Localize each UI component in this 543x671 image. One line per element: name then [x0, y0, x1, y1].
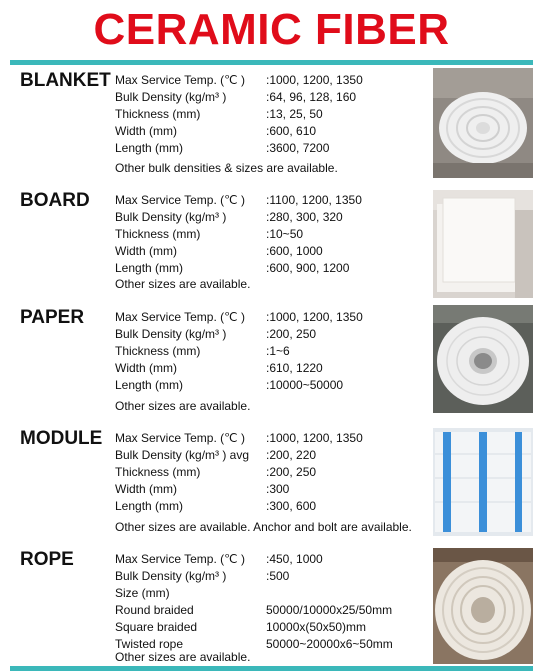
spec-label: Bulk Density (kg/m³ ) — [115, 569, 227, 583]
section-blanket — [0, 66, 543, 186]
spec-value: 50000~20000x6~50mm — [266, 637, 393, 651]
spec-row — [115, 430, 435, 447]
spec-label: Bulk Density (kg/m³ ) — [115, 90, 227, 104]
spec-row — [115, 106, 435, 123]
top-divider — [10, 60, 533, 65]
spec-row — [115, 140, 435, 157]
section-name: BOARD — [20, 190, 90, 211]
spec-row — [115, 619, 435, 636]
spec-list — [115, 430, 435, 515]
section-module — [0, 424, 543, 546]
spec-label: Bulk Density (kg/m³ ) — [115, 327, 227, 341]
spec-value: :600, 610 — [266, 124, 317, 138]
spec-label: Max Service Temp. (℃ ) — [115, 431, 245, 445]
spec-value: :1000, 1200, 1350 — [266, 310, 363, 324]
spec-label: Length (mm) — [115, 378, 184, 392]
spec-row — [115, 309, 435, 326]
spec-row — [115, 72, 435, 89]
spec-list — [115, 72, 435, 157]
spec-value: 50000/10000x25/50mm — [266, 603, 393, 617]
section-note: Other bulk densities & sizes are available. — [115, 161, 338, 175]
spec-row — [115, 447, 435, 464]
spec-label: Length (mm) — [115, 499, 184, 513]
spec-value: :13, 25, 50 — [266, 107, 323, 121]
section-board — [0, 186, 543, 296]
spec-row — [115, 209, 435, 226]
spec-row — [115, 568, 435, 585]
spec-label: Max Service Temp. (℃ ) — [115, 73, 245, 87]
spec-value: :450, 1000 — [266, 552, 323, 566]
spec-value: :300 — [266, 482, 290, 496]
spec-label: Max Service Temp. (℃ ) — [115, 552, 245, 566]
spec-label: Bulk Density (kg/m³ ) avg — [115, 448, 250, 462]
spec-value: :3600, 7200 — [266, 141, 330, 155]
spec-value: :610, 1220 — [266, 361, 323, 375]
spec-row — [115, 498, 435, 515]
blanket-roll-image — [433, 68, 533, 178]
spec-row — [115, 326, 435, 343]
section-name: PAPER — [20, 307, 85, 328]
spec-label: Length (mm) — [115, 141, 184, 155]
section-name: BLANKET — [20, 70, 111, 91]
paper-roll-image — [433, 305, 533, 413]
spec-row — [115, 481, 435, 498]
spec-value: :1000, 1200, 1350 — [266, 73, 363, 87]
spec-label: Thickness (mm) — [115, 107, 201, 121]
spec-label: Round braided — [115, 603, 194, 617]
section-note: Other sizes are available. — [115, 399, 251, 413]
spec-label: Max Service Temp. (℃ ) — [115, 310, 245, 324]
spec-value: :200, 220 — [266, 448, 317, 462]
spec-value: :10000~50000 — [266, 378, 344, 392]
spec-value: :300, 600 — [266, 499, 317, 513]
spec-row — [115, 377, 435, 394]
spec-list — [115, 192, 435, 277]
rope-coil-image — [433, 548, 533, 664]
spec-label: Max Service Temp. (℃ ) — [115, 193, 245, 207]
spec-value: :1100, 1200, 1350 — [266, 193, 362, 207]
spec-list — [115, 551, 435, 653]
spec-row — [115, 585, 435, 602]
spec-value: :10~50 — [266, 227, 304, 241]
spec-row — [115, 602, 435, 619]
spec-value: :280, 300, 320 — [266, 210, 343, 224]
spec-label: Length (mm) — [115, 261, 184, 275]
spec-row — [115, 192, 435, 209]
spec-label: Width (mm) — [115, 244, 177, 258]
spec-row — [115, 243, 435, 260]
spec-value: 10000x(50x50)mm — [266, 620, 367, 634]
spec-row — [115, 89, 435, 106]
section-rope — [0, 545, 543, 667]
spec-row — [115, 226, 435, 243]
spec-value: :500 — [266, 569, 290, 583]
spec-label: Width (mm) — [115, 482, 177, 496]
spec-label: Bulk Density (kg/m³ ) — [115, 210, 227, 224]
section-note: Other sizes are available. Anchor and bolt are available. — [115, 520, 412, 534]
spec-label: Square braided — [115, 620, 198, 634]
spec-row — [115, 123, 435, 140]
spec-label: Thickness (mm) — [115, 227, 201, 241]
spec-value: :600, 900, 1200 — [266, 261, 350, 275]
spec-value: :200, 250 — [266, 327, 317, 341]
spec-list — [115, 309, 435, 394]
spec-row — [115, 343, 435, 360]
ceramic-board-image — [433, 190, 533, 298]
spec-label: Size (mm) — [115, 586, 170, 600]
section-note: Other sizes are available. — [115, 650, 251, 664]
spec-label: Width (mm) — [115, 361, 177, 375]
spec-value: :1000, 1200, 1350 — [266, 431, 363, 445]
spec-value: :200, 250 — [266, 465, 317, 479]
section-name: MODULE — [20, 428, 103, 449]
section-note: Other sizes are available. — [115, 277, 251, 291]
section-name: ROPE — [20, 549, 74, 570]
spec-row — [115, 464, 435, 481]
spec-value: :1~6 — [266, 344, 290, 358]
spec-row — [115, 260, 435, 277]
module-block-image — [433, 428, 533, 536]
section-paper — [0, 303, 543, 421]
spec-value: :64, 96, 128, 160 — [266, 90, 357, 104]
spec-label: Thickness (mm) — [115, 344, 201, 358]
spec-row — [115, 551, 435, 568]
spec-label: Twisted rope — [115, 637, 184, 651]
spec-row — [115, 360, 435, 377]
page-title: CERAMIC FIBER — [93, 5, 450, 54]
spec-label: Thickness (mm) — [115, 465, 201, 479]
bottom-divider — [10, 666, 533, 671]
spec-label: Width (mm) — [115, 124, 177, 138]
spec-value: :600, 1000 — [266, 244, 323, 258]
